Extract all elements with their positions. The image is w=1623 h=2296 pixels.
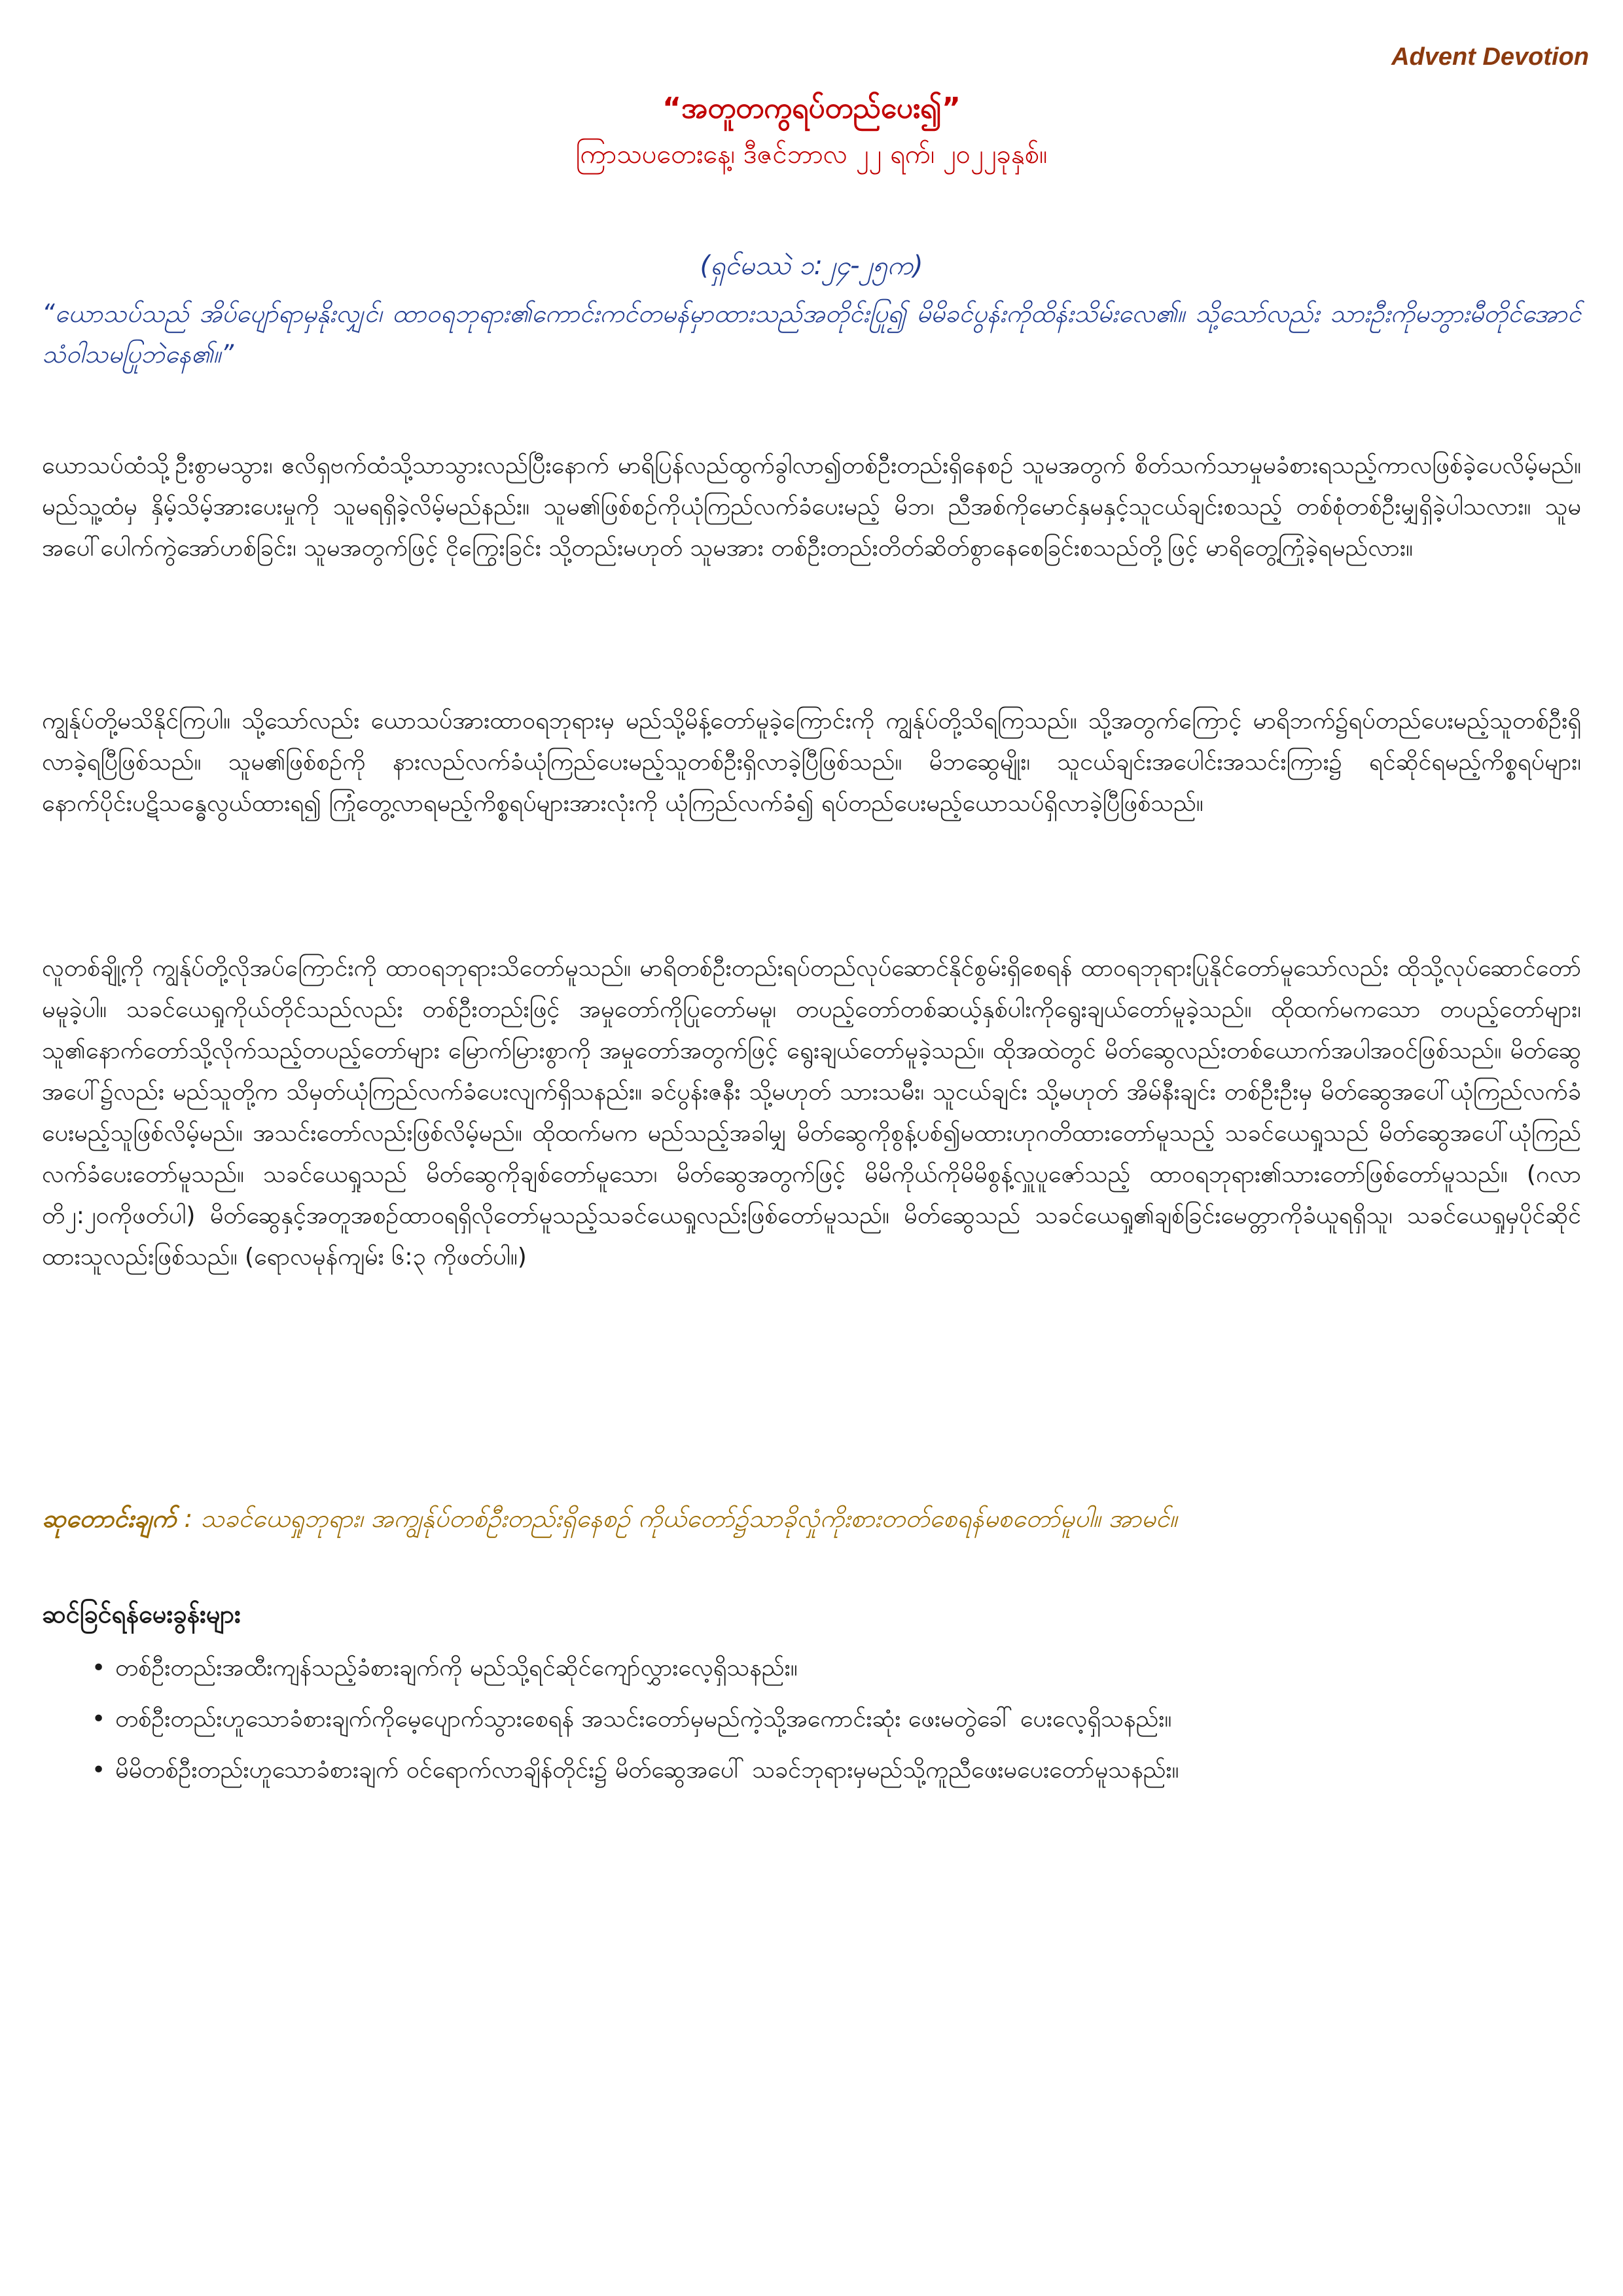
questions-list xyxy=(92,1643,1601,1796)
prayer-text: သခင်ယေရှုဘုရား၊ အကျွန်ုပ်တစ်ဦးတည်းရှိနေစဉ် ကိုယ်တော်၌သာခိုလှုံကိုးစားတတ်စေရန်မစတော်မူပါ။ အာမင်။ xyxy=(200,1504,1177,1533)
bullet-icon: • xyxy=(92,1757,106,1784)
prayer xyxy=(42,1499,1581,1538)
paragraph-3: လူတစ်ချို့ကို ကျွန်ုပ်တို့လိုအပ်ကြောင်းကို ထာဝရဘုရားသိတော်မူသည်။ မာရိတစ်ဦးတည်းရပ်တည်လုပ်ဆောင်နိုင်စွမ်းရှိစေရန် ထာဝရဘုရားပြုနိုင်တော်မူသော်လည်း ထိုသို့လုပ်ဆောင်တော်မမူခဲ့ပါ။ သခင်ယေရှုကိုယ်တိုင်သည်လည်း တစ်ဦးတည်းဖြင့် အမှုတော်ကိုပြုတော်မမူ၊ တပည့်တော်တစ်ဆယ့်နှစ်ပါးကိုရွေးချယ်တော်မူခဲ့သည်။ ထိုထက်မကသော တပည့်တော်များ၊ သူ၏နောက်တော်သို့လိုက်သည့်တပည့်တော်များ မြောက်မြားစွာကို အမှုတော်အတွက်ဖြင့် ရွေးချယ်တော်မူခဲ့သည်။ ထိုအထဲတွင် မိတ်ဆွေလည်းတစ်ယောက်အပါအဝင်ဖြစ်သည်။ မိတ်ဆွေအပေါ်၌လည်း မည်သူတို့က သိမှတ်ယုံကြည်လက်ခံပေးလျက်ရှိသနည်း။ ခင်ပွန်းဇနီး သို့မဟုတ် သားသမီး၊ သူငယ်ချင်း သို့မဟုတ် အိမ်နီးချင်း တစ်ဦးဦးမှ မိတ်ဆွေအပေါ်ယုံကြည်လက်ခံပေးမည့်သူဖြစ်လိမ့်မည်။ အသင်းတော်လည်းဖြစ်လိမ့်မည်။ ထိုထက်မက မည်သည့်အခါမျှ မိတ်ဆွေကိုစွန့်ပစ်၍မထားဟုဂတိထားတော်မူသည့် သခင်ယေရှုသည် မိတ်ဆွေအပေါ်ယုံကြည်လက်ခံပေးတော်မူသည်။ သခင်ယေရှုသည် မိတ်ဆွေကိုချစ်တော်မူသော၊ မိတ်ဆွေအတွက်ဖြင့် မိမိကိုယ်ကိုမိမိစွန့်လှူပူဇော်သည့် ထာဝရဘုရား၏သားတော်ဖြစ်တော်မူသည်။ (ဂလာတိ၂:၂၀ကိုဖတ်ပါ) မိတ်ဆွေနှင့်အတူအစဉ်ထာဝရရှိလိုတော်မူသည့်သခင်ယေရှုလည်းဖြစ်တော်မူသည်။ မိတ်ဆွေသည် သခင်ယေရှု၏ချစ်ခြင်းမေတ္တာကိုခံယူရရှိသူ၊ သခင်ယေရှုမှပိုင်ဆိုင်ထားသူလည်းဖြစ်သည်။ (ရောလမုန်ကျမ်း ၆:၃ ကိုဖတ်ပါ။) xyxy=(42,955,1581,1270)
question-text: မိမိတစ်ဦးတည်းဟူသောခံစားချက် ဝင်ရောက်လာချိန်တိုင်း၌ မိတ်ဆွေအပေါ် သခင်ဘုရားမှမည်သို့ကူညီဖေးမပေးတော်မူသနည်း။ xyxy=(115,1757,1179,1784)
question-text: တစ်ဦးတည်းအထီးကျန်သည့်ခံစားချက်ကို မည်သို့ရင်ဆိုင်ကျော်လွှားလေ့ရှိသနည်း။ xyxy=(115,1655,798,1681)
bullet-icon: • xyxy=(92,1655,106,1681)
paragraph-2: ကျွန်ုပ်တို့မသိနိုင်ကြပါ။ သို့သော်လည်း ယောသပ်အားထာဝရဘုရားမှ မည်သို့မိန့်တော်မူခဲ့ကြောင်းကို ကျွန်ုပ်တို့သိရကြသည်။ သို့အတွက်ကြောင့် မာရိဘက်၌ရပ်တည်ပေးမည့်သူတစ်ဦးရှိလာခဲ့ရပြီဖြစ်သည်။ သူမ၏ဖြစ်စဉ်ကို နားလည်လက်ခံယုံကြည်ပေးမည့်သူတစ်ဦးရှိလာခဲ့ပြီဖြစ်သည်။ မိဘဆွေမျိုး၊ သူငယ်ချင်းအပေါင်းအသင်းကြား၌ ရင်ဆိုင်ရမည့်ကိစ္စရပ်များ၊ နောက်ပိုင်းပဋိသန္ဓေလွယ်ထားရ၍ ကြုံတွေ့လာရမည့်ကိစ္စရပ်များအားလုံးကို ယုံကြည်လက်ခံ၍ ရပ်တည်ပေးမည့်ယောသပ်ရှိလာခဲ့ပြီဖြစ်သည်။ xyxy=(42,708,1581,817)
list-item xyxy=(92,1745,1601,1796)
list-item xyxy=(92,1694,1601,1745)
verse-text: “ယောသပ်သည် အိပ်ပျော်ရာမှနိုးလျှင်၊ ထာဝရဘုရား၏ကောင်းကင်တမန်မှာထားသည်အတိုင်းပြု၍ မိမိခင်ပွန်းကိုထိန်းသိမ်းလေ၏။ သို့သော်လည်း သားဦးကိုမဘွားမီတိုင်အောင်သံဝါသမပြုဘဲနေ၏။” xyxy=(42,299,1581,368)
paragraph-1: ယောသပ်ထံသို့ဦးစွာမသွား၊ ဧလိရှဗက်ထံသို့သာသွားလည်ပြီးနောက် မာရိပြန်လည်ထွက်ခွါလာ၍တစ်ဦးတည်းရှိနေစဉ် သူမအတွက် စိတ်သက်သာမှုမခံစားရသည့်ကာလဖြစ်ခဲ့ပေလိမ့်မည်။ မည်သူ့ထံမှ နှိမ့်သိမ့်အားပေးမှုကို သူမရရှိခဲ့လိမ့်မည်နည်း။ သူမ၏ဖြစ်စဉ်ကိုယုံကြည်လက်ခံပေးမည့် မိဘ၊ ညီအစ်ကိုမောင်နှမနှင့်သူငယ်ချင်းစသည့် တစ်စုံတစ်ဦးမျှရှိခဲ့ပါသလား။ သူမအပေါ်ပေါက်ကွဲအော်ဟစ်ခြင်း၊ သူမအတွက်ဖြင့် ငိုကြွေးခြင်း သို့တည်းမဟုတ် သူမအား တစ်ဦးတည်းတိတ်ဆိတ်စွာနေစေခြင်းစသည်တို့ဖြင့် မာရိတွေ့ကြုံခဲ့ရမည်လား။ xyxy=(42,452,1581,562)
bullet-icon: • xyxy=(92,1706,106,1732)
question-text: တစ်ဦးတည်းဟူသောခံစားချက်ကိုမေ့ပျောက်သွားစေရန် အသင်းတော်မှမည်ကဲ့သို့အကောင်းဆုံး ဖေးမတွဲခေါ် ပေးလေ့ရှိသနည်း။ xyxy=(115,1706,1172,1732)
devotion-title: “အတူတကွရပ်တည်ပေး၍” xyxy=(662,92,961,125)
header-tag: Advent Devotion xyxy=(1391,43,1589,71)
questions-title: ဆင်ခြင်ရန်မေးခွန်းများ xyxy=(42,1600,241,1628)
devotion-date: ကြာသပတေးနေ့၊ ဒီဇင်ဘာလ ၂၂ ရက်၊ ၂၀၂၂ခုနှစ်။ xyxy=(575,139,1048,170)
prayer-label: ဆုတောင်းချက် xyxy=(42,1504,177,1533)
verse-reference: (ရှင်မဿဲ ၁:၂၄-၂၅က) xyxy=(700,251,923,281)
prayer-separator: : xyxy=(176,1504,201,1533)
list-item xyxy=(92,1643,1601,1694)
